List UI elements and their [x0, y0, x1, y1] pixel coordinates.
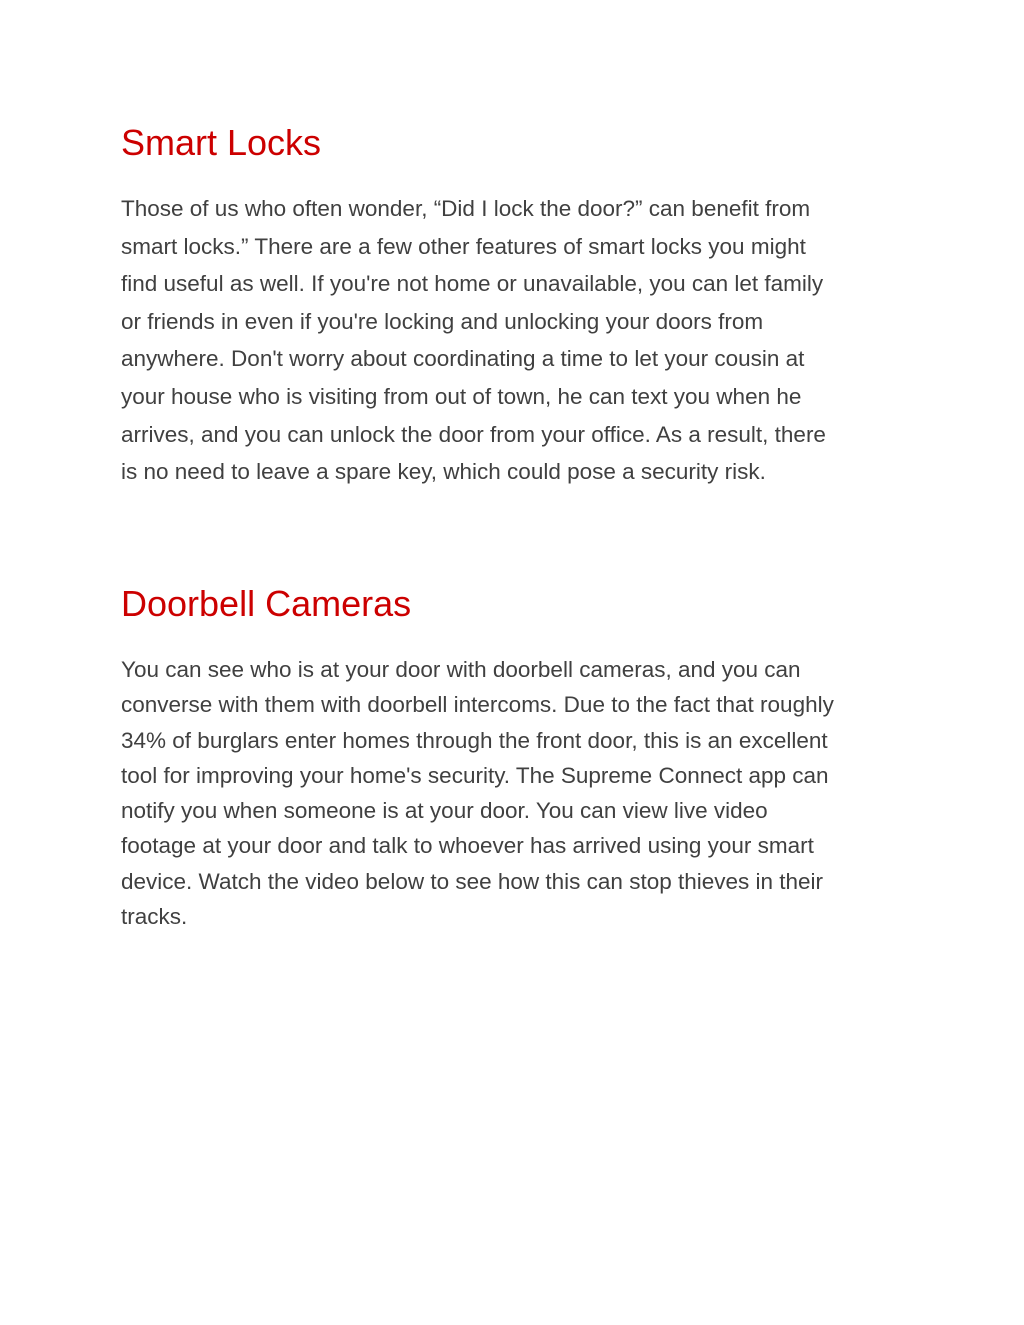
paragraph-line: footage at your door and talk to whoever has arrived using your smart	[121, 833, 814, 859]
smart-locks-paragraph	[121, 190, 826, 491]
paragraph-line: find useful as well. If you're not home or unavailable, you can let family	[121, 271, 824, 297]
paragraph-line: converse with them with doorbell intercoms. Due to the fact that roughly	[121, 692, 834, 718]
section-heading-doorbell-cameras: Doorbell Cameras	[121, 583, 412, 624]
paragraph-line: arrives, and you can unlock the door from your office. As a result, there	[121, 421, 826, 447]
paragraph-line: notify you when someone is at your door. You can view live video	[121, 798, 768, 824]
paragraph-line: tracks.	[121, 904, 188, 930]
paragraph-line: You can see who is at your door with doorbell cameras, and you can	[121, 657, 801, 682]
paragraph-line: Those of us who often wonder, “Did I lock the door?” can benefit from	[121, 196, 811, 221]
paragraph-line: smart locks.” There are a few other features of smart locks you might	[121, 233, 806, 259]
paragraph-line: device. Watch the video below to see how this can stop thieves in their	[121, 868, 824, 894]
paragraph-line: anywhere. Don't worry about coordinating a time to let your cousin at	[121, 346, 805, 372]
doorbell-cameras-paragraph	[121, 652, 834, 934]
section-heading-smart-locks: Smart Locks	[121, 122, 322, 163]
paragraph-line: or friends in even if you're locking and unlocking your doors from	[121, 308, 764, 334]
paragraph-line: 34% of burglars enter homes through the front door, this is an excellent	[121, 727, 828, 753]
paragraph-line: tool for improving your home's security. The Supreme Connect app can	[121, 762, 829, 788]
paragraph-line: is no need to leave a spare key, which could pose a security risk.	[121, 459, 766, 485]
paragraph-line: your house who is visiting from out of town, he can text you when he	[121, 383, 802, 409]
